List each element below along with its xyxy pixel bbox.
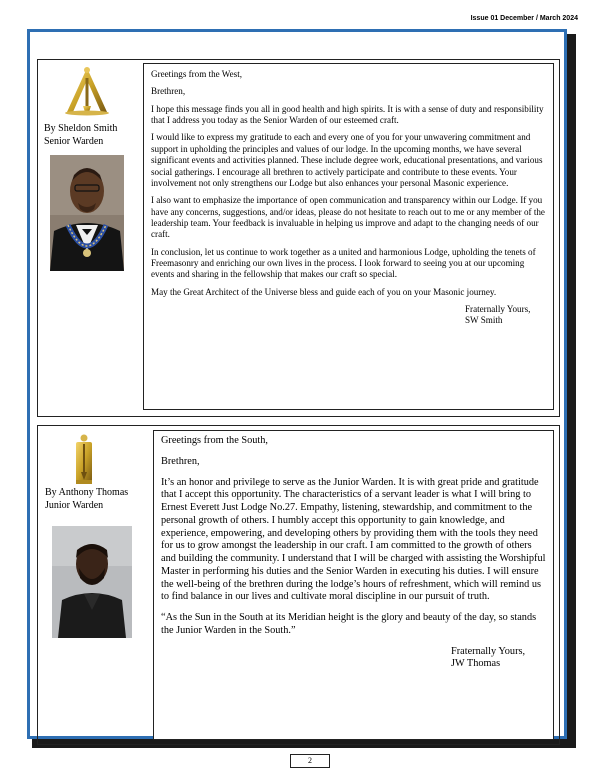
junior-byline bbox=[45, 487, 128, 512]
level-jewel-icon bbox=[61, 66, 113, 116]
junior-author: By Anthony Thomas bbox=[45, 487, 129, 498]
junior-title: Junior Warden bbox=[45, 499, 104, 511]
senior-salutation: Brethren, bbox=[151, 86, 186, 97]
senior-paragraph: May the Great Architect of the Universe bless and guide each of you on your Masonic journey. bbox=[151, 286, 497, 297]
junior-closing: Fraternally Yours, bbox=[451, 645, 526, 657]
senior-paragraph: I would like to express my gratitude to each and every one of you for your unwavering commitment and support in upholding the principles and values of our lodge. In the upcoming months, we have several significant events and activities planned. These include degree work, educational presentations, and various social gatherings. I encourage all brethren to actively participate and contribute to these events. Your involvement not only strengthens our Lodge but also enhances your personal Masonic experience. bbox=[151, 132, 543, 188]
senior-author: By Sheldon Smith bbox=[44, 123, 118, 134]
senior-byline bbox=[44, 123, 117, 148]
senior-paragraph: I hope this message finds you all in good health and high spirits. It is with a sense of duty and responsibility that I address you today as the Senior Warden of our esteemed craft. bbox=[151, 103, 544, 126]
junior-paragraph: It’s an honor and privilege to serve as the Junior Warden. It is with great pride and gratitude that I accept this opportunity. The characteristics of a servant leader is what I will bring to Ernest Everett Just Lodge No.27. Empathy, listening, stewardship, and commitment to the personal growth of others. I humbly accept this opportunity to gain knowledge, and experience, empowering, and developing others by providing them with the tools they need for us to grow amongst the leadership in our craft. I am committed to the growth of others and building the community. I understand that I will be charged with assisting the Worshipful Master in performing his duties and the Senior Warden in executing his duties. I will ensure the well-being of the brethren during the lodge’s hours of refreshment, which will remind us to find balance in our lives and cultivate moral discipline in our pursuit of truth. bbox=[161, 476, 546, 603]
junior-paragraph: “As the Sun in the South at its Meridian height is the glory and beauty of the day, so stands the Junior Warden in the South.” bbox=[161, 612, 537, 636]
junior-warden-photo bbox=[52, 526, 132, 638]
senior-title: Senior Warden bbox=[44, 135, 104, 147]
junior-salutation: Brethren, bbox=[161, 455, 200, 467]
junior-signoff bbox=[451, 646, 546, 672]
junior-greeting: Greetings from the South, bbox=[161, 435, 268, 446]
senior-paragraph: I also want to emphasize the importance of open communication and transparency within our Lodge. If you have any concerns, suggestions, and/or ideas, please do not hesitate to reach out to me or any member of the leadership team. Your feedback is invaluable in helping us improve and adapt to the changing needs of our craft. bbox=[151, 195, 545, 240]
issue-label: Issue 01 December / March 2024 bbox=[470, 15, 578, 22]
senior-greeting: Greetings from the West, bbox=[151, 69, 243, 79]
plumb-jewel-icon bbox=[73, 434, 95, 486]
page-number: 2 bbox=[290, 754, 330, 768]
junior-letter bbox=[153, 430, 554, 740]
senior-letter bbox=[143, 63, 554, 410]
senior-signature: SW Smith bbox=[465, 315, 503, 326]
senior-paragraph: In conclusion, let us continue to work together as a united and harmonious Lodge, upholding the tenets of Freemasonry and enriching our own lives in the process. I look forward to seeing you at our upcoming events and sharing in the fellowship that makes our craft so special. bbox=[151, 246, 536, 280]
senior-warden-photo bbox=[50, 155, 124, 271]
senior-signoff bbox=[465, 304, 546, 327]
junior-signature: JW Thomas bbox=[451, 658, 501, 670]
senior-closing: Fraternally Yours, bbox=[465, 304, 531, 315]
